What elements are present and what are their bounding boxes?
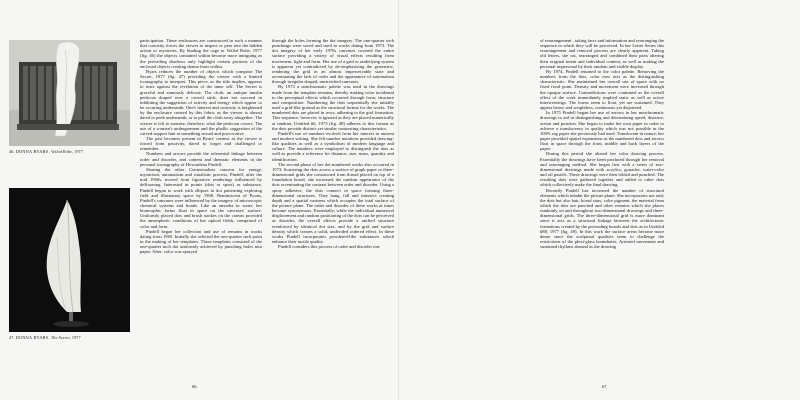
paragraph: By 1973 a nonchromatic palette was used in the drawings made from the template remains, thereby making color incidental to the perceptual effects which occurred through form, structure and composition. Numbering the dots sequentially she initially used a grid-like ground as the structural format for the works. The numbered dots are placed in rows, adhering to the grid formation. This sequence, however, is ignored as they are placed numerically at random. Untitled #6, 1973 (fig. 48) adheres to this format as the dots provide distinct yet similar contrasting characteristics. — [272, 84, 394, 131]
right-text-column — [540, 38, 664, 378]
paragraph: In 1975 Pindell began her use of arrows in her nonchromatic drawings to aid in distinguishing and determining speed, distance, action and position. She began to make her own paper in order to achieve a translucency in quality which was not possible in the 100% rag paper she previously had used. Translucent in nature, her paper provided spatial expansions as the numbered dots and arrows float in space through the front, middle and back layers of the paper. — [540, 110, 664, 152]
caption-year: 1977 — [71, 335, 81, 340]
paragraph: Pindell considers this process of order and disorder one — [278, 244, 380, 250]
paragraph: By 1974, Pindell returned to the color palette. Removing the numbers from the dots, color now acts as the distinguishing characteristic. She maintained her overall use of space with no fixed focal point. Density and movement were increased through the opaque surface. Contradictions were continued as the overall effect of the work immediately implied static as well as active interweavings. The forms seem to float, yet are sustained. They appear heavy and weightless, continuous yet disjointed. — [540, 68, 664, 111]
page-number: 66 — [192, 384, 197, 389]
caption-year: 1977 — [74, 149, 84, 154]
paragraph: Recently Pindell has increased the number of structural elements which inhabit the picture plane. She incorporates not only the dots but also hair, board stars, color pigment, the material from which the dots are punched and other remains which she places randomly on and throughout two-dimensional drawings and three-dimensional grids. The three-dimensional grid is more dominant since it acts as a structural linkage between the architectonic formations created by the protruding boards and dots as in Untitled #88, 1977 (fig. 49). In this work the surface areas become more dense since the sculptural qualities seem to challenge the restrictions of the plexi-glass boundaries. Arrested movement and sustained rhythms abound as the drawing — [540, 187, 664, 250]
caption-number: 46. — [9, 149, 15, 154]
paragraph: Pindell began her collection and use of remains in works dating from 1969. Initially she selected the one-quarter inch point in the making of her templates. These templates consisted of the one-quarter inch dot uniformly achieved by punching holes into paper. After, color was sprayed — [140, 228, 262, 255]
paragraph: The second phase of her dot-numbered works also occurred in 1973. Scattering the dots across a surface of graph paper or three-dimensional grids she constructed from thread placed on top of a foundation board, she increased the random appearance of the dots accentuating the contrast between order and disorder. Using a spray adhesive, the dots connect in space forming three-dimensional structures. They hang, fall and intersect creating depth and a spatial vastness which occupies the total surface of the picture plane. The order and disorder of these works at times become synonymous. Essentially, while the individual numerical displacement and random positioning of the dots can be perceived as disorder, the overall effects provide a unified structure reenforced by identical dot size, and by the grid and surface density which creates a solid, undivided ordered effect. In these works Pindell incorporates powdered-like substances which enhance their tactile quality. — [272, 161, 394, 245]
caption-title: The Secret, — [50, 335, 71, 340]
paragraph: of rearrangement , taking facts and information and rearranging the sequence in which they will be perceived. In her Letter Series this rearrangement and removal process are clearly apparent. Taking old letters, she cut, rearranged and combined their parts altering their original intent and individual content, as well as making the personal impersonal by their random and visible display. — [540, 38, 664, 69]
figure-caption — [9, 149, 130, 154]
paragraph: The past becomes present in Byars' context as the viewer is forced from passivity, dared to forget and challenged to remember. — [140, 135, 262, 152]
paragraph: Byars reduces the number of objects which comprise The Secret, 1977 (fig. 47) providing the viewer with a limited iconography to interpret. This piece, as the title implies, appears to react against the revelation of the inner self. The Secret is graceful and sinuously delicate. The cloth, an antique muslin petticoat draped over a carved stick, does not succeed in inhibiting the suggestion of activity and energy which appear to be occuring underneath. One's interest and curiosity is heightened by the enclosure created by this fabric as the viewer is almost dared to peek underneath, or to pull the cloth away altogether. The viewer is left to surmise, therefore, what the petticoat covers. The use of a woman's undergarment and the phallic suggestion of the carved support hint at something sexual and provocative. — [140, 68, 262, 136]
figure-caption — [9, 335, 130, 340]
the-secret-photo — [9, 188, 130, 332]
the-secret-illustration — [9, 188, 130, 332]
paragraph: Pindell's use of numbers evolved from her interest in ancient and modern writing. She felt number notations provided drawing-like qualities as well as a symbolism of modern language and culture. The numbers were employed to distinguish the dots as well as provide a reference for distance, size, mass, quantity and identification. — [272, 130, 394, 162]
caption-title: Veiled Robe, — [50, 149, 74, 154]
page-number: 67 — [602, 384, 607, 389]
paragraph: participation. These enclosures are constructed in such a manner that curiosity forces the viewer to inspect or peer into the hidden action or mysteries. By binding the cage in Veiled Robe, 1977 (fig. 46) the objects contained within become more intriguing as the prevailing shadows only highlight certain portions of the enclosed objects creating drama from within. — [140, 38, 262, 69]
paragraph: Sharing the other Contextualists concern for energy, mysticism, automatism and ritualistic process, Pindell, after the mid 1960s, moved from figurative renderings influenced by deKooning. Interested in points (dots or spots) as substance, Pindell began to work with ellipses in dot patterning exploring field and illusionary space by 1968. Reminiscent of Poons, Pindell's canvases were influenced by the imagery of microscopic chemical systems and bonds. Like an amoeba in water, her biomorphic forms float in space on the canvases' surface. Uniformly placed dots and brush strokes on the canvas provided the atmospheric conditions of her optical fields, comprised of color and form. — [140, 166, 262, 229]
veiled-robe-photo — [9, 40, 130, 146]
paragraph: through the holes forming the dot imagery. The one-quarter inch punchings were saved and used in works dating from 1973. The dot imagery of her early 1970s canvases covered the entire surface providing a variety of visual effects resulting from movement, light and form. Her use of a grid or underlying system is apparent yet contradicted by de-emphasizing the geometric, rendering the grid in an almost imperceivable state and accentuating the lack of order and the appearance of automatism through irregular shaped, unstretched canvases. — [272, 38, 394, 85]
caption-number: 47. — [9, 335, 15, 340]
veiled-robe-illustration — [9, 40, 130, 146]
figure-veiled-robe — [9, 40, 130, 154]
paragraph: During this period she altered her color drawing process. Essentially the drawings have been produced through her removal and rearranging method. She began first with a series of two-dimensional drawings made with acrylics, gouache, water-color and oil pastels. These drawings were then folded and punched. The resulting dots were gathered together and added to other dots which collectively make the final drawing. — [540, 151, 664, 188]
caption-artist: DONNA BYARS. — [15, 335, 50, 340]
left-text-column — [140, 38, 262, 378]
caption-artist: DONNA BYARS. — [15, 149, 50, 154]
figure-the-secret — [9, 188, 130, 340]
paragraph: Numbers and arrows provide the referential linkage between order and disorder, and content and thematic elements in the personal iconography of Howardena Pindell. — [140, 151, 262, 167]
middle-text-column — [272, 38, 394, 378]
